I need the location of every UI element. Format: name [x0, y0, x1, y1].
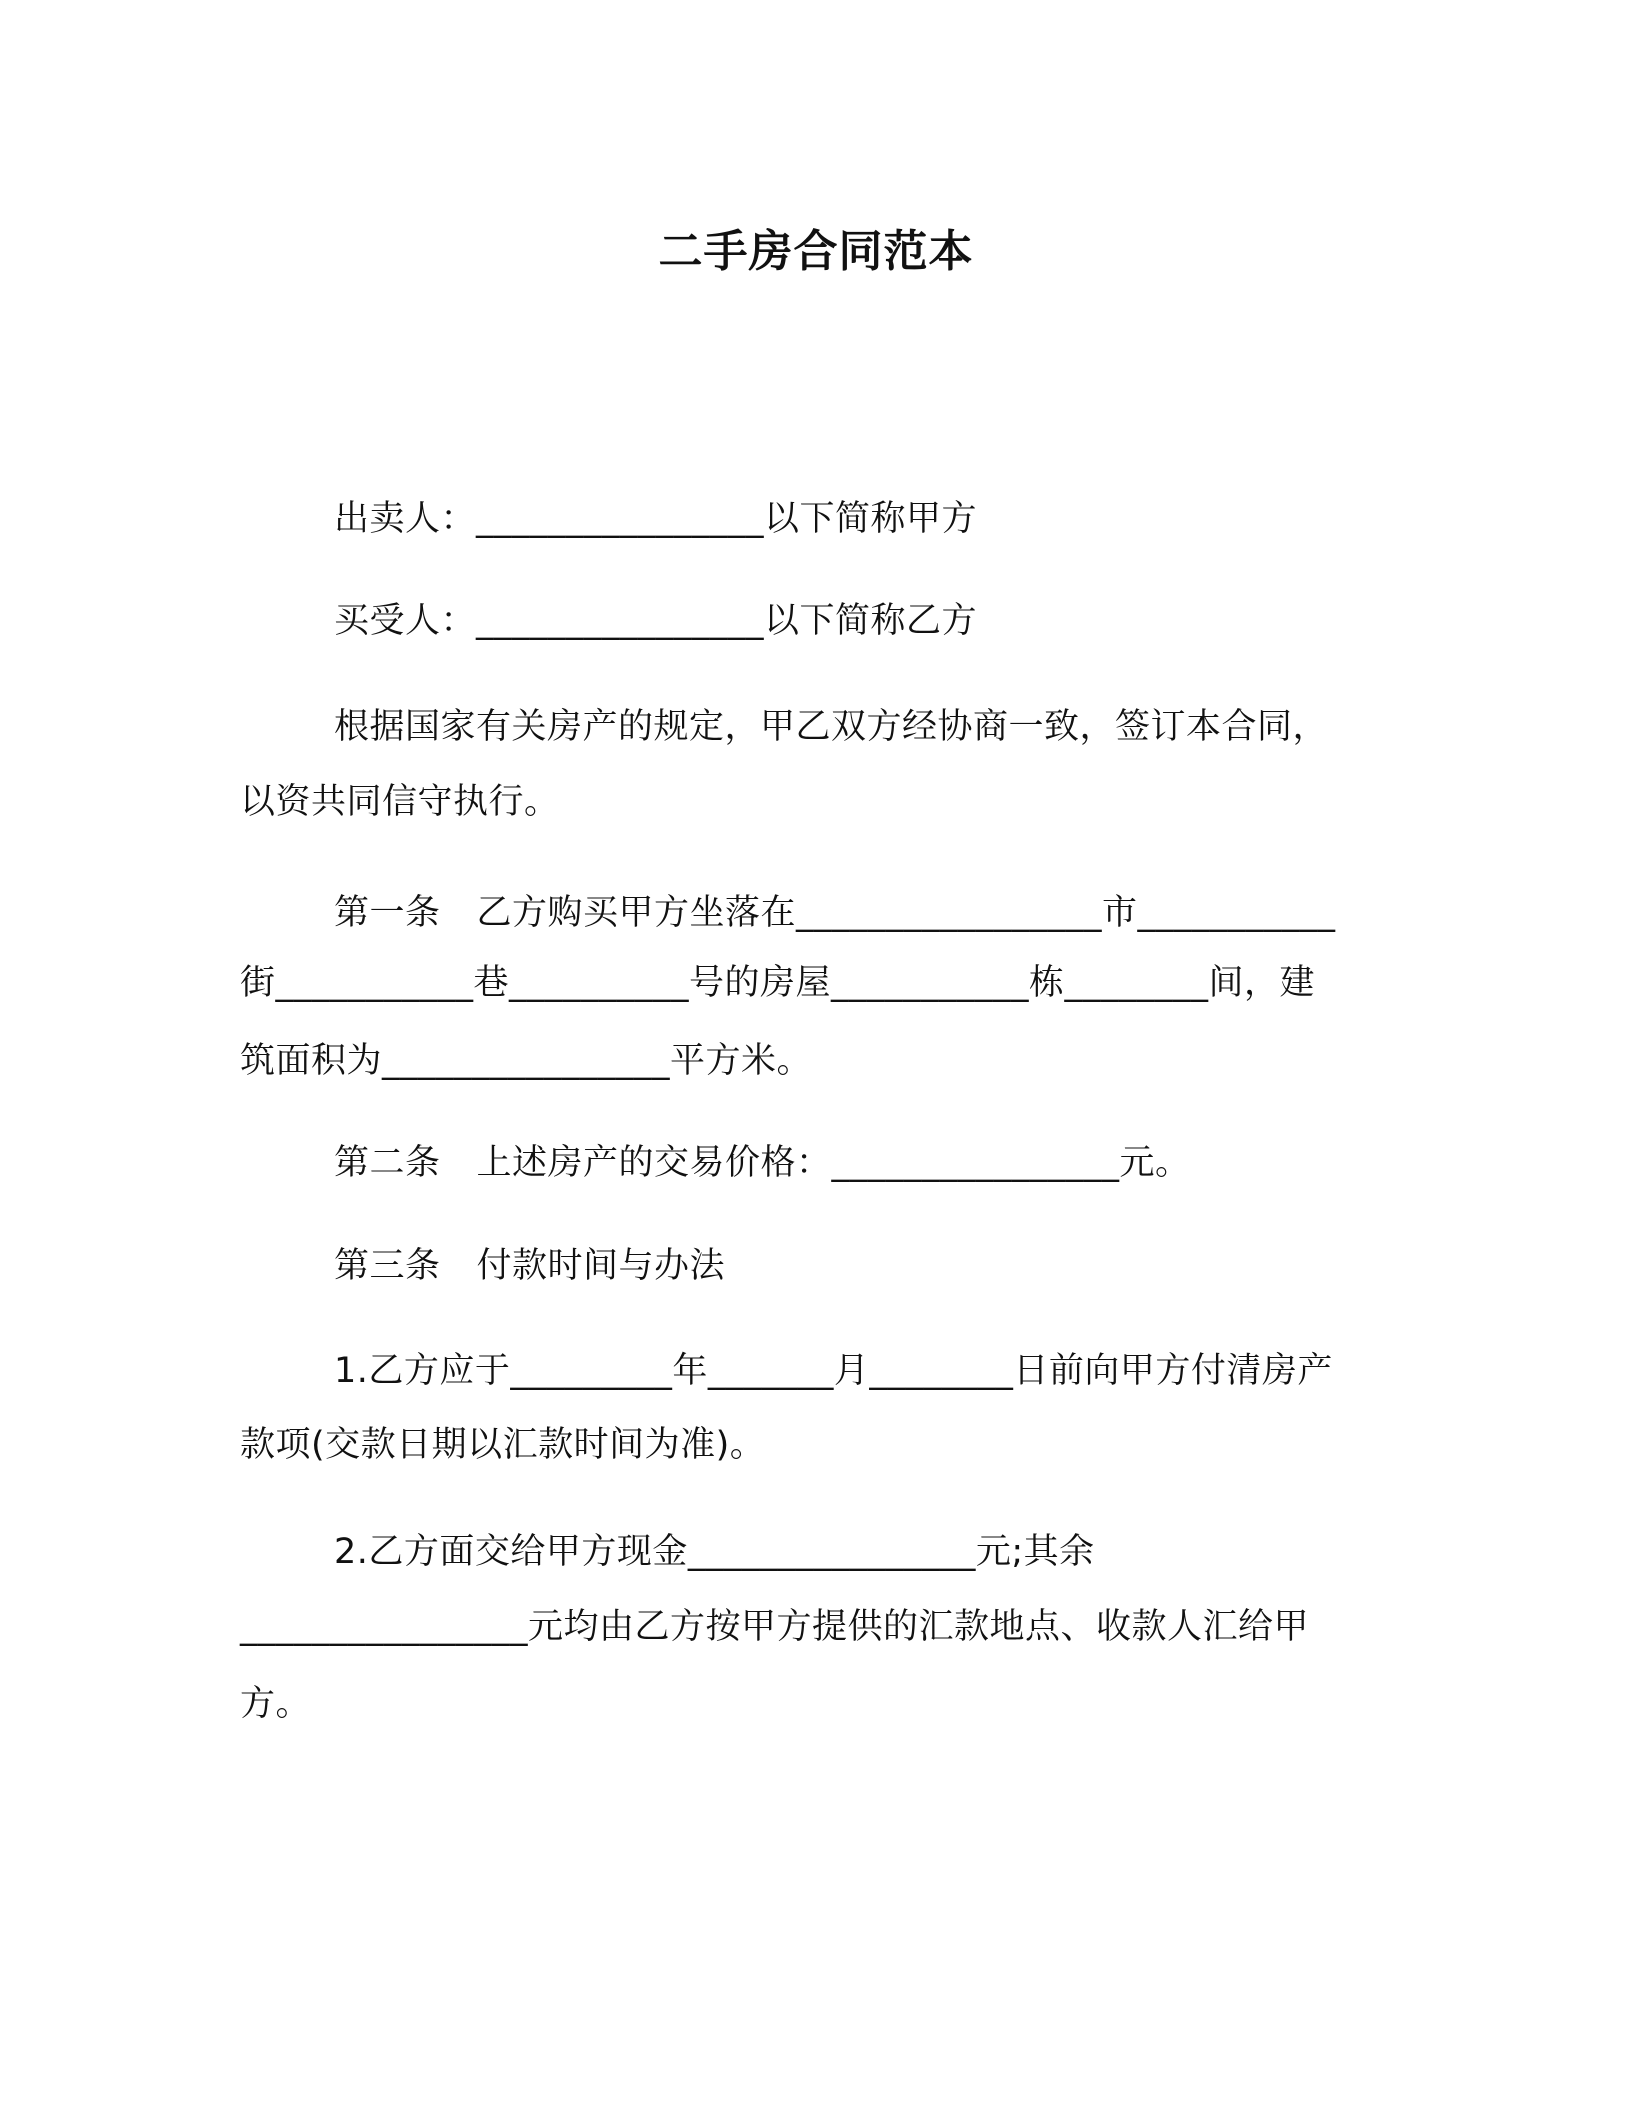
article-3-label: 第三条 [334, 1246, 441, 1286]
article-2-label: 第二条 [334, 1143, 441, 1183]
article-2-text: 上述房产的交易价格：________________元。 [476, 1143, 1191, 1183]
article-3-text: 付款时间与办法 [476, 1246, 726, 1286]
preamble-line-1: 根据国家有关房产的规定，甲乙双方经协商一致，签订本合同， [334, 707, 1329, 747]
clause-2-line-1: 2.乙方面交给甲方现金________________元;其余 [334, 1532, 1095, 1572]
clause-2-line-2: ________________元均由乙方按甲方提供的汇款地点、收款人汇给甲 [240, 1607, 1310, 1647]
article-3-line [334, 1241, 725, 1291]
article-1-text: 乙方购买甲方坐落在_________________市___________ [476, 893, 1336, 933]
buyer-line: 买受人：________________以下简称乙方 [334, 601, 978, 641]
seller-line: 出卖人：________________以下简称甲方 [334, 499, 978, 539]
clause-2-line-3: 方。 [240, 1684, 312, 1724]
article-1-line-2: 街___________巷__________号的房屋___________栋________间，建 [240, 963, 1316, 1003]
clause-1-line-1: 1.乙方应于_________年_______月________日前向甲方付清房产 [334, 1351, 1333, 1391]
article-1-line-1 [334, 888, 1336, 938]
article-2-line [334, 1138, 1191, 1188]
preamble-line-2: 以资共同信守执行。 [240, 782, 560, 822]
clause-1-line-2: 款项(交款日期以汇款时间为准)。 [240, 1425, 766, 1465]
article-1-line-3: 筑面积为________________平方米。 [240, 1041, 813, 1081]
article-1-label: 第一条 [334, 893, 441, 933]
document-title: 二手房合同范本 [658, 226, 974, 277]
